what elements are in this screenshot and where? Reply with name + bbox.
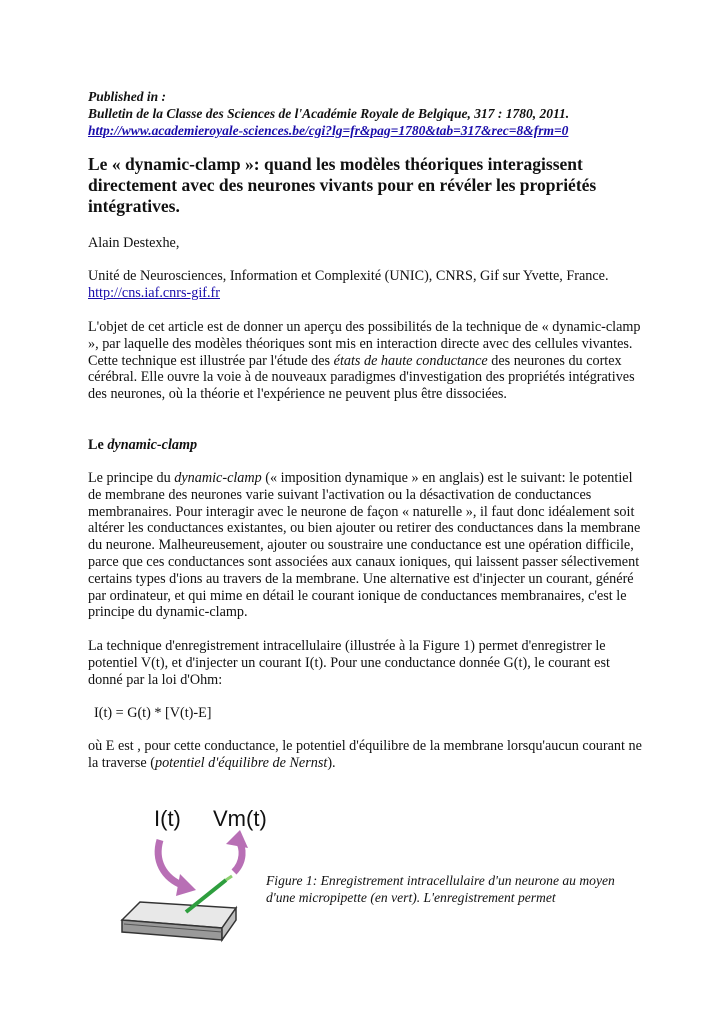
affiliation-link[interactable]: http://cns.iaf.cnrs-gif.fr [88, 284, 220, 301]
nernst-text-2: ). [327, 754, 336, 771]
nernst-text-1: où E est , pour cette conductance, le potentiel d'équilibre de la membrane lorsqu'aucun courant ne la traverse ( [88, 738, 642, 771]
section-heading [88, 437, 648, 454]
current-label: I(t) [154, 806, 181, 831]
affiliation-text: Unité de Neurosciences, Information et Complexité (UNIC), CNRS, Gif sur Yvette, France. [88, 268, 609, 284]
voltage-arrowhead-icon [226, 830, 248, 848]
nernst-italic: potentiel d'équilibre de Nernst [154, 754, 328, 771]
figure-caption: Figure 1: Enregistrement intracellulaire d'un neurone au moyen d'une micropipette (en vert). L'enregistrement permet [266, 873, 615, 905]
abstract-text-2: des neurones du cortex cérébral. Elle ouvre la voie à de nouveaux paradigmes d'investigation des propriétés intégratives des neurones, où la théorie et l'expérience ne peuvent plus être dissociées. [88, 352, 635, 403]
section-heading-prefix: Le [88, 437, 108, 453]
current-arrowhead-icon [176, 874, 196, 896]
ohm-equation: I(t) = G(t) * [V(t)-E] [94, 705, 212, 721]
publication-link[interactable]: http://www.academieroyale-sciences.be/cgi?lg=fr&pag=1780&tab=317&rec=8&frm=0 [88, 123, 569, 138]
author-name: Alain Destexhe, [88, 235, 180, 251]
recording-figure [118, 800, 278, 960]
publication-info [88, 88, 648, 139]
abstract-italic: états de haute conductance [333, 352, 488, 369]
bulletin-citation: Bulletin de la Classe des Sciences de l'Académie Royale de Belgique, 317 : 1780, 2011. [88, 106, 570, 121]
abstract-paragraph [88, 319, 648, 403]
voltage-label: Vm(t) [213, 806, 267, 831]
section-heading-italic: dynamic-clamp [107, 437, 198, 453]
principle-paragraph [88, 470, 648, 621]
article-title: Le « dynamic-clamp »: quand les modèles théoriques interagissent directement avec des neurones vivants pour en révéler les propriétés intégratives. [88, 154, 597, 216]
micropipette-tip [226, 876, 232, 880]
affiliation [88, 268, 648, 302]
abstract-text-1: L'objet de cet article est de donner un aperçu des possibilités de la technique de « dynamic-clamp », par laquelle des modèles théoriques sont mis en interaction directe avec des cellules vivantes. Cette technique est illustrée par l'étude des [88, 319, 641, 369]
published-label: Published in : [88, 89, 167, 104]
nernst-paragraph [88, 738, 648, 772]
principle-text-2: (« imposition dynamique » en anglais) est le suivant: le potentiel de membrane des neurones varie suivant l'activation ou la désactivation de conductances membranaires. Pour interagir avec le neurone de façon « naturelle », il faut donc idéalement soit altérer les conductances existantes, ou bien ajouter ou retirer des conductances dans la membrane du neurone. Malheureusement, ajouter ou soustraire une conductance est une opération difficile, parce que ces conductances sont associées aux canaux ioniques, qui laissent passer sélectivement certains types d'ions au travers de la membrane. Une alternative est d'injecter un courant, généré par ordinateur, et qui mime en détail le courant ionique de conductances membranaires, c'est le principe du dynamic-clamp. [88, 470, 641, 621]
principle-italic: dynamic-clamp [174, 470, 262, 486]
technique-paragraph: La technique d'enregistrement intracellulaire (illustrée à la Figure 1) permet d'enregistrer le potentiel V(t), et d'injecter un courant I(t). Pour une conductance donnée G(t), le courant est donné par la loi d'Ohm: [88, 638, 610, 688]
principle-text-1: Le principe du [88, 470, 175, 486]
